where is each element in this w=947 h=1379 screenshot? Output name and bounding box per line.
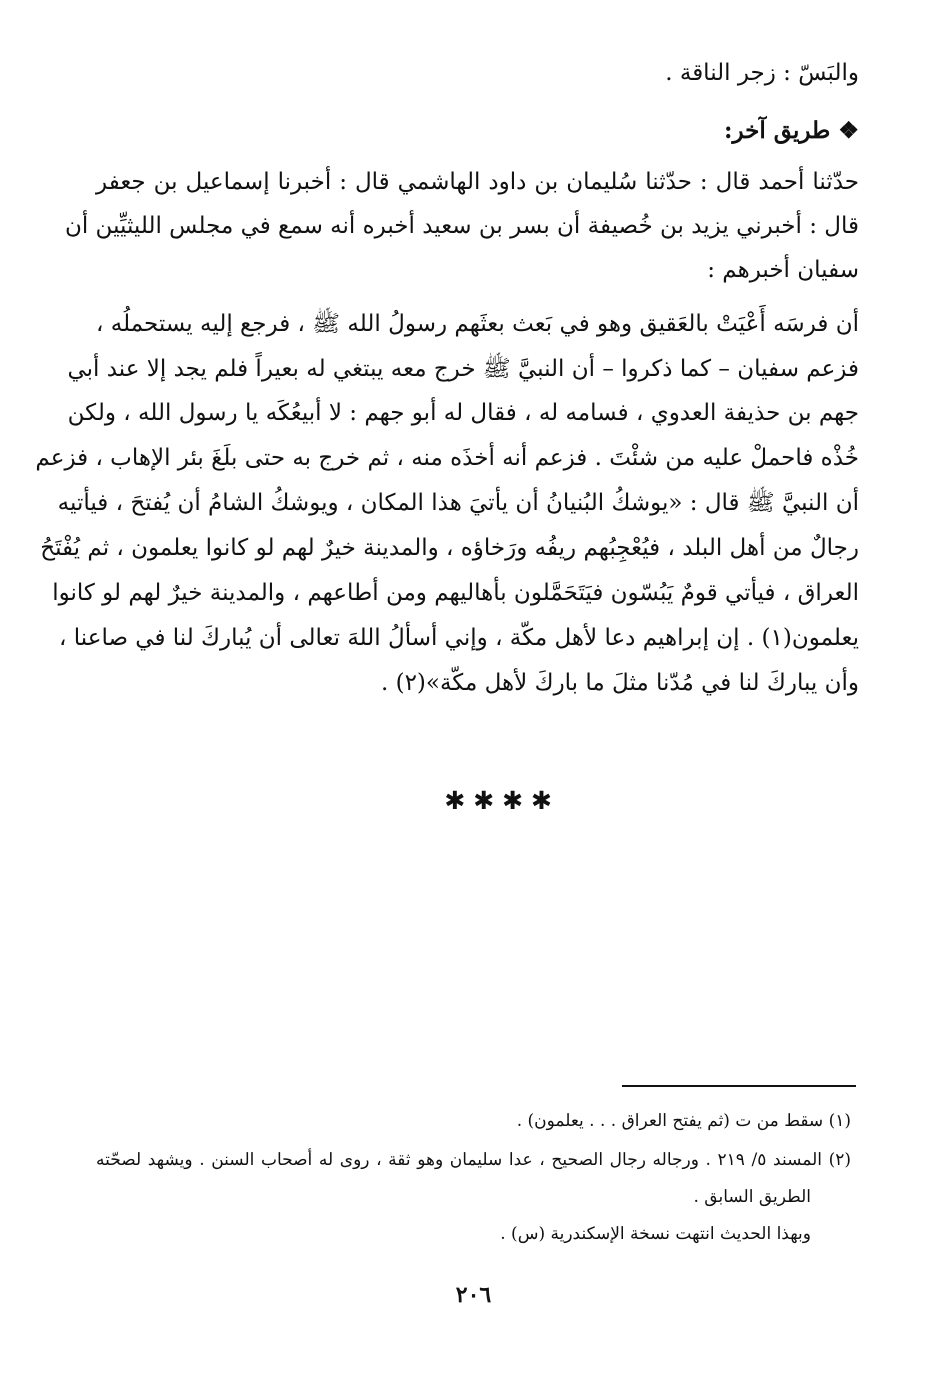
- body-line-7: فزعم سفيان – كما ذكروا – أن النبيَّ ﷺ خرج معه يبتغي له بعيراً فلم يجد إلا عند أبي: [67, 356, 859, 382]
- body-line-3: حدّثنا أحمد قال : حدّثنا سُليمان بن داود الهاشمي قال : أخبرنا إسماعيل بن جعفر: [96, 169, 859, 195]
- body-line-10: أن النبيَّ ﷺ قال : «يوشكُ البُنيانُ أن يأتيَ هذا المكان ، ويوشكُ الشامُ أن يُفتحَ ، فيأتيه: [57, 490, 859, 516]
- body-line-14: وأن يباركَ لنا في مُدّنا مثلَ ما باركَ لأهل مكّة»(٢) .: [380, 670, 859, 696]
- footnote-2: (٢) المسند ٥/ ٢١٩ . ورجاله رجال الصحيح ، عدا سليمان وهو ثقة ، روى له أصحاب السنن . ويشهد لصحّته: [96, 1150, 852, 1170]
- footnote-rule: [622, 1085, 856, 1087]
- body-line-12: العراق ، فيأتي قومٌ يَبُسّون فيَتَحَمَّلون بأهاليهم ومن أطاعهم ، والمدينة خيرٌ لهم لو كانوا: [52, 580, 859, 606]
- footnote-2-continuation: الطريق السابق .: [693, 1187, 811, 1207]
- body-line-4: قال : أخبرني يزيد بن خُصيفة أن بسر بن سعيد أخبره أنه سمع في مجلس الليثيِّين أن: [64, 213, 859, 239]
- body-line-9: خُذْه فاحملْ عليه من شئْتَ . فزعم أنه أخذَه منه ، ثم خرج به حتى بلَغَ بئر الإهاب ، فزعم: [35, 445, 859, 471]
- footnote-2-addendum: وبهذا الحديث انتهت نسخة الإسكندرية (س) .: [500, 1224, 811, 1244]
- separator-stars: ✱ ✱ ✱ ✱: [444, 786, 552, 815]
- body-line-1: والبَسّ : زجر الناقة .: [665, 60, 859, 86]
- body-line-5: سفيان أخبرهم :: [707, 257, 859, 283]
- body-line-11: رجالٌ من أهل البلد ، فيُعْجِبُهم ريفُه ورَخاؤه ، والمدينة خيرٌ لهم لو كانوا يعلمون ، ثم يُفْتَحُ: [40, 535, 859, 561]
- section-separator: [377, 788, 552, 813]
- body-line-8: جهم بن حذيفة العدوي ، فسامه له ، فقال له أبو جهم : لا أبيعُكَه يا رسول الله ، ولكن: [67, 400, 859, 426]
- body-line-13: يعلمون(١) . إن إبراهيم دعا لأهل مكّة ، وإني أسألُ اللهَ تعالى أن يُباركَ لنا في صاعنا ،: [59, 625, 859, 651]
- body-line-6: أن فرسَه أَعْيَتْ بالعَقيق وهو في بَعث بعثَهم رسولُ الله ﷺ ، فرجع إليه يستحملُه ،: [96, 311, 859, 337]
- page-number: ٢٠٦: [455, 1282, 492, 1308]
- section-heading: ❖ طريق آخر:: [723, 117, 859, 144]
- footnote-1: (١) سقط من ت (ثم يفتح العراق . . . يعلمون) .: [516, 1111, 851, 1131]
